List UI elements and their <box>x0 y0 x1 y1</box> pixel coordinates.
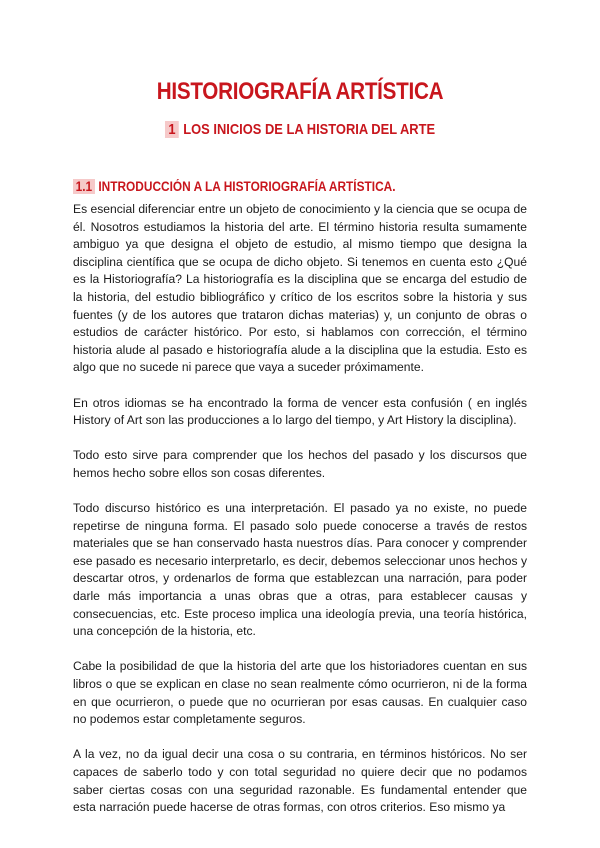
document-title: HISTORIOGRAFÍA ARTÍSTICA <box>156 78 444 105</box>
paragraph: Cabe la posibilidad de que la historia del arte que los historiadores cuentan en sus libros o que se explican en clase no sean realmente cómo ocurrieron, ni de la forma en que ocurrieron, o puede que no ocurrieran por esas causas. En cualquier caso no podemos estar completamente seguros. <box>73 659 527 727</box>
section-title: LOS INICIOS DE LA HISTORIA DEL ARTE <box>183 121 436 138</box>
subsection-number: 1.1 <box>73 179 95 194</box>
subsection-heading <box>73 179 396 194</box>
paragraph: En otros idiomas se ha encontrado la forma de vencer esta confusión ( en inglés History of Art son las producciones a lo largo del tiempo, y Art History la disciplina). <box>73 395 527 428</box>
section-heading <box>42 121 558 138</box>
body-text <box>73 201 527 817</box>
section-number: 1 <box>165 121 179 138</box>
paragraph: Es esencial diferenciar entre un objeto de conocimiento y la ciencia que se ocupa de él. Nosotros estudiamos la historia del arte. El término historia resulta sumamente ambiguo ya que designa el objeto de estudio, al mismo tiempo que designa la disciplina científica que se ocupa de dicho objeto. Si tenemos en cuenta esto ¿Qué es la Historiografía? La historiografía es la disciplina que se encarga del estudio de la historia, del estudio bibliográfico y crítico de los escritos sobre la historia y sus fuentes (y de los autores que trataron dichas materias) y, un conjunto de obras o estudios de carácter histórico. Por esto, si hablamos con corrección, el término historia alude al pasado e historiografía alude a la disciplina que la estudia. Esto es algo que no sucede ni parece que vaya a suceder próximamente. <box>73 202 527 375</box>
paragraph: A la vez, no da igual decir una cosa o su contraria, en términos históricos. No ser capaces de saberlo todo y con total seguridad no quiere decir que no podamos saber ciertas cosas con una seguridad razonable. Es fundamental entender que esta narración puede hacerse de otras formas, con otros criterios. Eso mismo ya <box>73 747 527 815</box>
paragraph: Todo esto sirve para comprender que los hechos del pasado y los discursos que hemos hecho sobre ellos son cosas diferentes. <box>73 448 527 480</box>
paragraph: Todo discurso histórico es una interpretación. El pasado ya no existe, no puede repetirse de ninguna forma. El pasado solo puede conocerse a través de restos materiales que se han conservado hasta nuestros días. Para conocer y comprender ese pasado es necesario interpretarlo, es decir, debemos seleccionar unos hechos y descartar otros, y ordenarlos de forma que establezcan una narración, para poder darle más importancia a unas obras que a otras, para establecer causas y consecuencias, etc. Este proceso implica una ideología previa, una teoría histórica, una concepción de la historia, etc. <box>73 501 527 639</box>
subsection-title: INTRODUCCIÓN A LA HISTORIOGRAFÍA ARTÍSTICA. <box>98 179 396 194</box>
